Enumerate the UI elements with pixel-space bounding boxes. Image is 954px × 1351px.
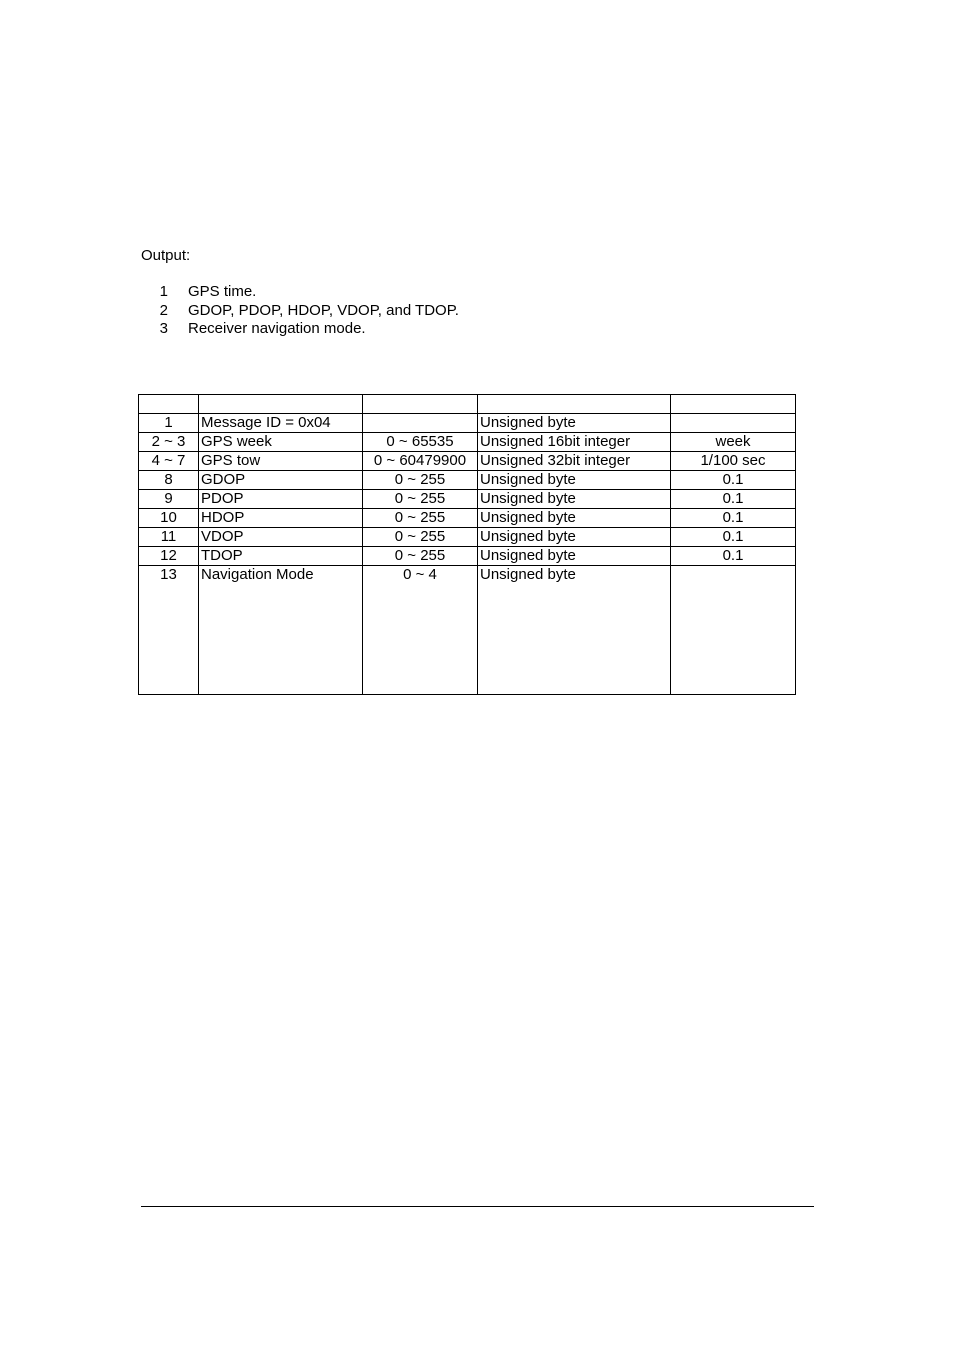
table-row (139, 528, 796, 547)
cell-type: Unsigned byte (478, 509, 671, 528)
cell-byte: 8 (139, 471, 199, 490)
cell-field: HDOP (199, 509, 363, 528)
header-cell-type (478, 395, 671, 414)
cell-range: 0 ~ 255 (363, 471, 478, 490)
output-list (141, 283, 459, 339)
list-item-text: GDOP, PDOP, HDOP, VDOP, and TDOP. (188, 301, 459, 319)
table-row (139, 471, 796, 490)
list-item (141, 320, 459, 339)
cell-byte: 1 (139, 414, 199, 433)
cell-range: 0 ~ 60479900 (363, 452, 478, 471)
table-row (139, 433, 796, 452)
table-row (139, 452, 796, 471)
table-header-row (139, 395, 796, 414)
cell-field: Navigation Mode (199, 566, 363, 695)
cell-field: TDOP (199, 547, 363, 566)
cell-type: Unsigned 32bit integer (478, 452, 671, 471)
cell-range (363, 414, 478, 433)
cell-unit: week (671, 433, 796, 452)
list-item-text: Receiver navigation mode. (188, 320, 366, 337)
cell-range: 0 ~ 255 (363, 490, 478, 509)
list-item-number: 2 (159, 301, 168, 319)
footer-divider (141, 1206, 814, 1207)
table-row (139, 566, 796, 695)
cell-unit: 0.1 (671, 547, 796, 566)
header-cell-byte (139, 395, 199, 414)
header-cell-unit (671, 395, 796, 414)
cell-unit (671, 566, 796, 695)
cell-type: Unsigned byte (478, 566, 671, 695)
cell-unit (671, 414, 796, 433)
table-row (139, 547, 796, 566)
message-format-table (138, 394, 796, 695)
cell-type: Unsigned byte (478, 471, 671, 490)
table-row (139, 509, 796, 528)
cell-range: 0 ~ 65535 (363, 433, 478, 452)
cell-byte: 10 (139, 509, 199, 528)
output-heading: Output: (141, 247, 191, 264)
cell-byte: 9 (139, 490, 199, 509)
table-row (139, 490, 796, 509)
cell-field: PDOP (199, 490, 363, 509)
cell-byte: 11 (139, 528, 199, 547)
list-item-text: GPS time. (188, 283, 257, 300)
cell-unit: 0.1 (671, 509, 796, 528)
cell-type: Unsigned 16bit integer (478, 433, 671, 452)
list-item (141, 283, 459, 302)
cell-type: Unsigned byte (478, 490, 671, 509)
list-item-number: 1 (159, 283, 168, 300)
header-cell-field (199, 395, 363, 414)
cell-field: Message ID = 0x04 (199, 414, 363, 433)
cell-unit: 0.1 (671, 471, 796, 490)
cell-field: GDOP (199, 471, 363, 490)
cell-range: 0 ~ 255 (363, 528, 478, 547)
cell-byte: 2 ~ 3 (139, 433, 199, 452)
cell-unit: 0.1 (671, 490, 796, 509)
cell-byte: 12 (139, 547, 199, 566)
cell-byte: 13 (139, 566, 199, 695)
cell-field: VDOP (199, 528, 363, 547)
cell-range: 0 ~ 255 (363, 509, 478, 528)
cell-type: Unsigned byte (478, 528, 671, 547)
cell-unit: 0.1 (671, 528, 796, 547)
table-row (139, 414, 796, 433)
cell-range: 0 ~ 4 (363, 566, 478, 695)
cell-type: Unsigned byte (478, 414, 671, 433)
cell-field: GPS week (199, 433, 363, 452)
cell-field: GPS tow (199, 452, 363, 471)
header-cell-range (363, 395, 478, 414)
cell-range: 0 ~ 255 (363, 547, 478, 566)
cell-unit: 1/100 sec (671, 452, 796, 471)
cell-byte: 4 ~ 7 (139, 452, 199, 471)
list-item-number: 3 (159, 320, 168, 337)
list-item (141, 302, 459, 321)
cell-type: Unsigned byte (478, 547, 671, 566)
